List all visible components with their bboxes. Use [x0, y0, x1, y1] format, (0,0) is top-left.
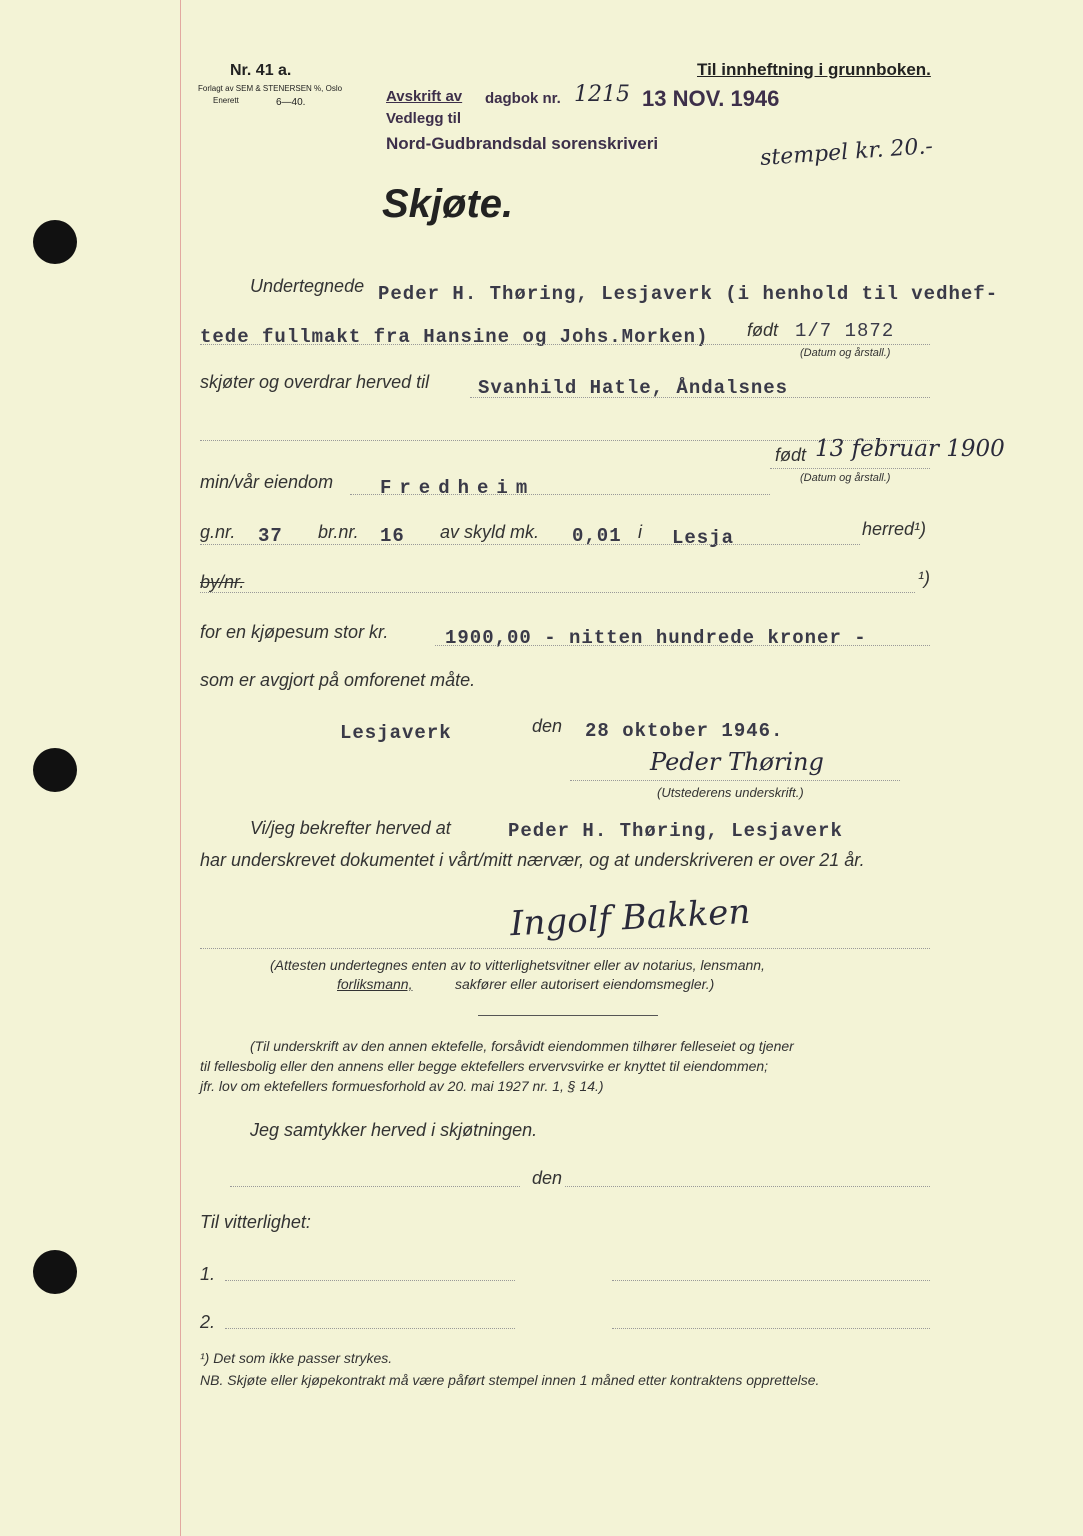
undersigned-line1: Peder H. Thøring, Lesjaverk (i henhold til vedhef-	[378, 283, 999, 305]
bnr-label: br.nr.	[318, 522, 359, 542]
witness-label: Til vitterlighet:	[200, 1212, 311, 1232]
price-label: for en kjøpesum stor kr.	[200, 622, 389, 642]
place: Lesjaverk	[340, 722, 452, 744]
seller-born: 1/7 1872	[795, 320, 895, 342]
struck-label: by/nr.	[200, 572, 245, 592]
gnr: 37	[258, 525, 283, 547]
footnote-1: ¹) Det som ikke passer strykes.	[200, 1350, 393, 1366]
attest-note2b: sakfører eller autorisert eiendomsmegler.)	[455, 976, 715, 992]
date-hint: (Datum og årstall.)	[800, 347, 891, 359]
buyer-born: 13 februar 1900	[815, 436, 1005, 462]
skyld-label: av skyld mk.	[440, 522, 540, 542]
attest-line2: har underskrevet dokumentet i vårt/mitt nærvær, og at underskriveren er over 21 år.	[200, 850, 865, 870]
edition: 6—40.	[276, 97, 306, 108]
bnr: 16	[380, 525, 405, 547]
punch-hole-icon	[33, 748, 77, 792]
punch-hole-icon	[33, 220, 77, 264]
witness-signature: Ingolf Bakken	[509, 891, 752, 945]
margin-line	[180, 0, 181, 1536]
attest-label: Vi/jeg bekrefter herved at	[250, 818, 451, 838]
stamp-journal-label: dagbok nr.	[485, 90, 561, 107]
conveys-label: skjøter og overdrar herved til	[200, 372, 430, 392]
journal-number: 1215	[574, 82, 630, 107]
seller-signature: Peder Thøring	[650, 748, 824, 776]
consent: Jeg samtykker herved i skjøtningen.	[250, 1120, 538, 1140]
exclusive: Enerett	[213, 96, 239, 105]
witness-1: 1.	[200, 1264, 216, 1284]
struck-close: ¹)	[918, 568, 930, 588]
spouse-note2: til fellesbolig eller den annens eller begge ektefellers ervervsvirke er knyttet til eiendommen;	[200, 1058, 769, 1074]
stamp-attachment: Vedlegg til	[386, 110, 462, 127]
punch-hole-icon	[33, 1250, 77, 1294]
in-label: i	[638, 522, 642, 542]
den-label: den	[532, 1168, 563, 1188]
date: 28 oktober 1946.	[585, 720, 784, 742]
skyld: 0,01	[572, 525, 622, 547]
publisher: Forlagt av SEM & STENERSEN %, Oslo	[198, 84, 343, 93]
property-name: Fredheim	[380, 477, 536, 499]
stamp-fee: stempel kr. 20.-	[759, 133, 934, 172]
price: 1900,00 - nitten hundrede kroner -	[445, 627, 867, 649]
den-label: den	[532, 716, 563, 736]
stamp-date: 13 NOV. 1946	[642, 86, 780, 111]
document-title: Skjøte.	[382, 182, 514, 226]
undersigned-label: Undertegnede	[250, 276, 365, 296]
settled-label: som er avgjort på omforenet måte.	[200, 670, 476, 690]
attest-signer: Peder H. Thøring, Lesjaverk	[508, 820, 843, 842]
date-hint: (Datum og årstall.)	[800, 472, 891, 484]
undersigned-line2: tede fullmakt fra Hansine og Johs.Morken)	[200, 326, 709, 348]
form-number: Nr. 41 a.	[230, 62, 292, 79]
born-label: født	[775, 445, 807, 465]
stamp-copy: Avskrift av	[386, 88, 463, 105]
stamp-court: Nord-Gudbrandsdal sorenskriveri	[386, 134, 659, 153]
born-label: født	[747, 320, 779, 340]
signature-hint: (Utstederens underskrift.)	[657, 785, 804, 800]
spouse-note3: jfr. lov om ektefellers formuesforhold av 20. mai 1927 nr. 1, § 14.)	[200, 1078, 604, 1094]
attest-note2a: forliksmann,	[337, 976, 413, 992]
witness-2: 2.	[200, 1312, 216, 1332]
herred-label: herred¹)	[862, 519, 927, 539]
buyer-name: Svanhild Hatle, Åndalsnes	[478, 377, 789, 399]
footnote-2: NB. Skjøte eller kjøpekontrakt må være påført stempel innen 1 måned etter kontraktens opprettelse.	[200, 1372, 820, 1388]
gnr-label: g.nr.	[200, 522, 236, 542]
municipality: Lesja	[672, 527, 735, 549]
binding-note: Til innheftning i grunnboken.	[697, 60, 931, 79]
property-label: min/vår eiendom	[200, 472, 334, 492]
attest-note1: (Attesten undertegnes enten av to vitterlighetsvitner eller av notarius, lensmann,	[270, 957, 765, 973]
spouse-note1: (Til underskrift av den annen ektefelle, forsåvidt eiendommen tilhører felleseiet og tjener	[250, 1038, 794, 1054]
